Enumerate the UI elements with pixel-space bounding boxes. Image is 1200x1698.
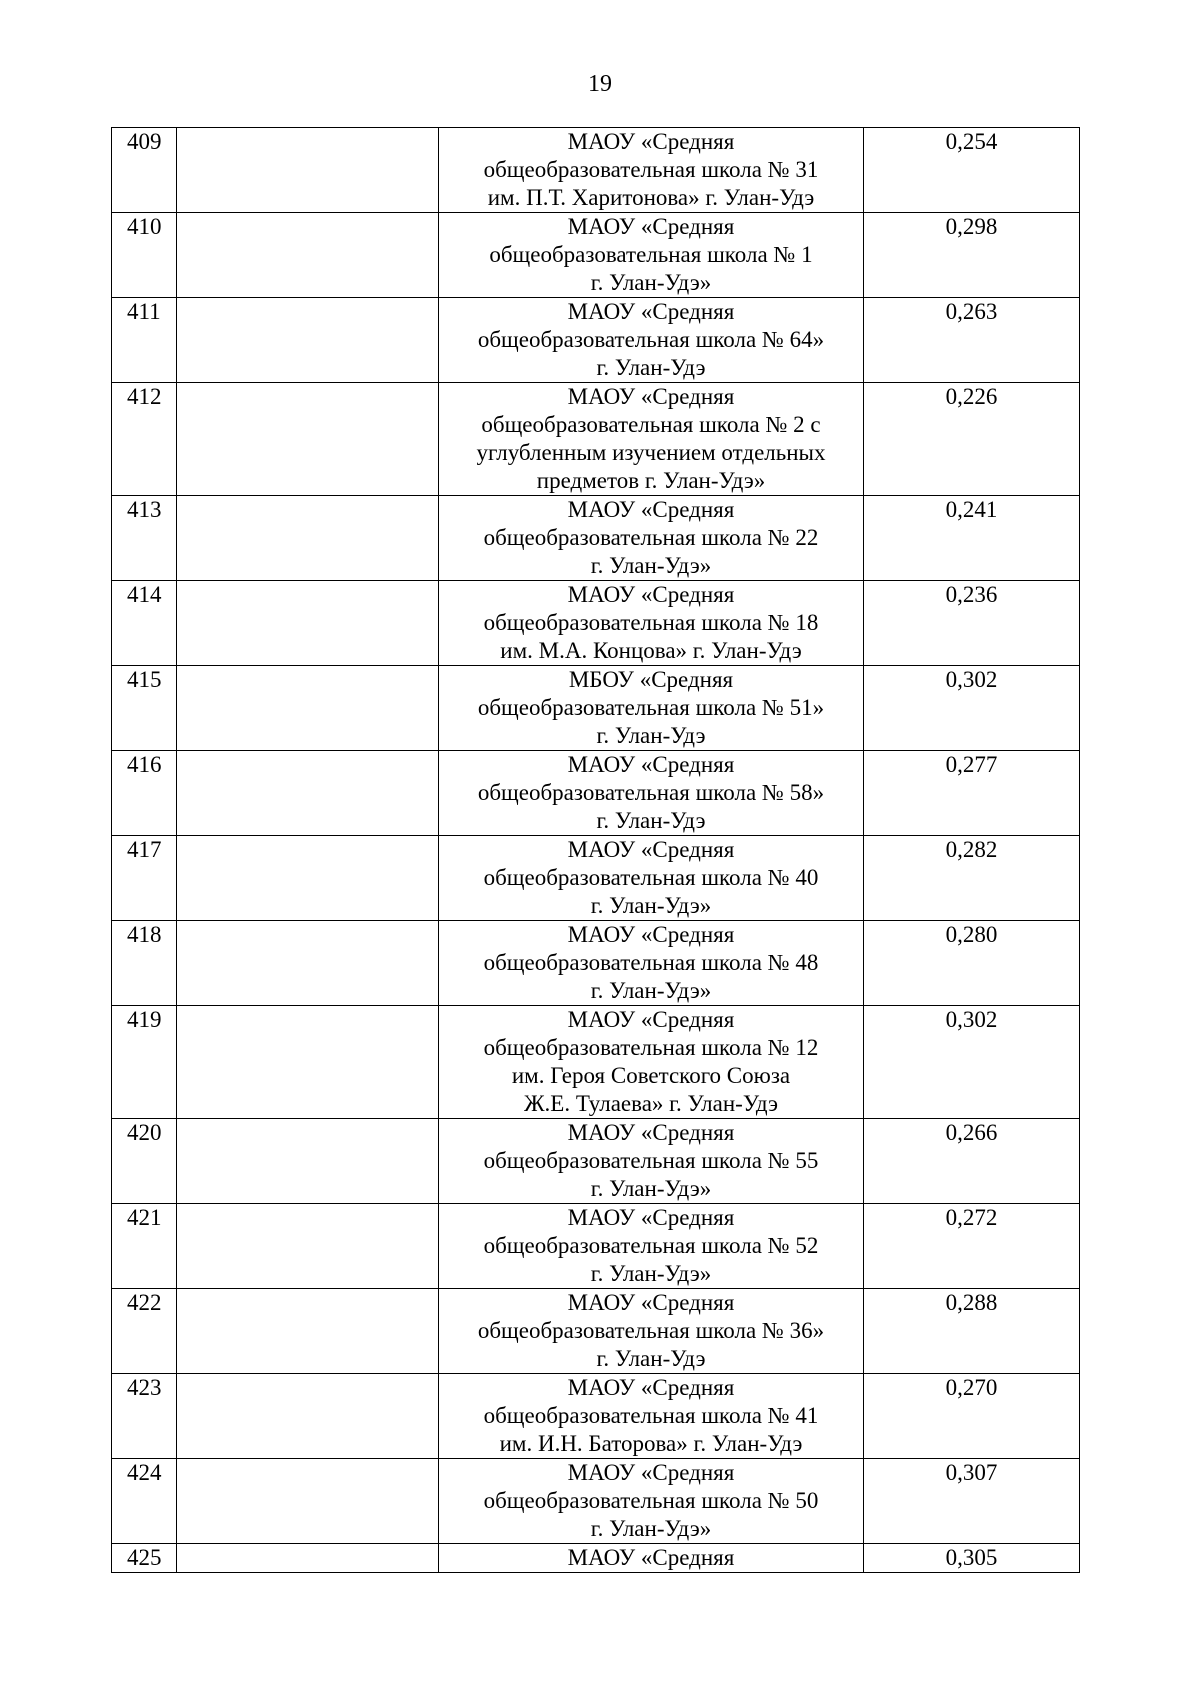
row-value: 0,277 <box>945 752 998 777</box>
row-number: 410 <box>127 214 162 239</box>
table-row <box>112 128 1080 213</box>
row-number-cell <box>112 1006 177 1119</box>
table-row <box>112 1459 1080 1544</box>
school-name-line: МАОУ «Средняя <box>567 214 735 239</box>
school-name-line: г. Улан-Удэ <box>596 355 706 380</box>
table-row <box>112 213 1080 298</box>
school-name-line: общеобразовательная школа № 22 <box>483 525 819 550</box>
school-name-line: МАОУ «Средняя <box>567 1460 735 1485</box>
value-cell <box>864 836 1080 921</box>
table-row <box>112 836 1080 921</box>
empty-cell <box>177 1204 439 1289</box>
value-cell <box>864 213 1080 298</box>
empty-cell <box>177 298 439 383</box>
school-name-line: МАОУ «Средняя <box>567 1007 735 1032</box>
row-value: 0,280 <box>945 922 998 947</box>
row-number-cell <box>112 666 177 751</box>
row-number-cell <box>112 496 177 581</box>
school-name-line: МАОУ «Средняя <box>567 922 735 947</box>
empty-cell <box>177 1544 439 1573</box>
school-name-line: г. Улан-Удэ» <box>590 270 712 295</box>
school-name-line: общеобразовательная школа № 41 <box>483 1403 819 1428</box>
school-name-line: общеобразовательная школа № 48 <box>483 950 819 975</box>
school-name-cell <box>439 1119 864 1204</box>
value-cell <box>864 1459 1080 1544</box>
row-number: 418 <box>127 922 162 947</box>
school-name-line: МАОУ «Средняя <box>567 1375 735 1400</box>
row-number-cell <box>112 1289 177 1374</box>
school-name-line: им. П.Т. Харитонова» г. Улан-Удэ <box>487 185 815 210</box>
value-cell <box>864 496 1080 581</box>
value-cell <box>864 1289 1080 1374</box>
school-name-line: общеобразовательная школа № 64» <box>477 327 825 352</box>
row-value: 0,270 <box>945 1375 998 1400</box>
school-name-line: МАОУ «Средняя <box>567 497 735 522</box>
row-number: 414 <box>127 582 162 607</box>
empty-cell <box>177 666 439 751</box>
row-number-cell <box>112 581 177 666</box>
value-cell <box>864 921 1080 1006</box>
value-cell <box>864 298 1080 383</box>
school-name-line: г. Улан-Удэ» <box>590 1516 712 1541</box>
row-number: 419 <box>127 1007 162 1032</box>
row-number: 415 <box>127 667 162 692</box>
empty-cell <box>177 1119 439 1204</box>
school-name-line: г. Улан-Удэ» <box>590 553 712 578</box>
school-name-line: МАОУ «Средняя <box>567 1290 735 1315</box>
school-name-line: предметов г. Улан-Удэ» <box>536 468 766 493</box>
table-row <box>112 1544 1080 1573</box>
row-number: 417 <box>127 837 162 862</box>
value-cell <box>864 383 1080 496</box>
school-name-cell <box>439 581 864 666</box>
school-name-line: г. Улан-Удэ» <box>590 1261 712 1286</box>
school-name-line: МАОУ «Средняя <box>567 582 735 607</box>
value-cell <box>864 666 1080 751</box>
table-row <box>112 383 1080 496</box>
row-number-cell <box>112 1204 177 1289</box>
empty-cell <box>177 751 439 836</box>
school-name-line: углубленным изучением отдельных <box>476 440 826 465</box>
table-row <box>112 1006 1080 1119</box>
school-name-cell <box>439 1006 864 1119</box>
table-row <box>112 1374 1080 1459</box>
school-name-line: общеобразовательная школа № 55 <box>483 1148 819 1173</box>
value-cell <box>864 1204 1080 1289</box>
row-number-cell <box>112 128 177 213</box>
page-number: 19 <box>588 71 612 97</box>
school-name-cell <box>439 921 864 1006</box>
table-row <box>112 751 1080 836</box>
table-row <box>112 1204 1080 1289</box>
empty-cell <box>177 1459 439 1544</box>
school-name-cell <box>439 1204 864 1289</box>
row-value: 0,298 <box>945 214 998 239</box>
table-row <box>112 921 1080 1006</box>
school-name-cell <box>439 1544 864 1573</box>
school-name-line: им. М.А. Концова» г. Улан-Удэ <box>500 638 802 663</box>
table-row <box>112 298 1080 383</box>
row-value: 0,288 <box>945 1290 998 1315</box>
school-name-line: МАОУ «Средняя <box>567 837 735 862</box>
row-number-cell <box>112 836 177 921</box>
school-name-cell <box>439 298 864 383</box>
row-value: 0,263 <box>945 299 998 324</box>
row-number-cell <box>112 1544 177 1573</box>
row-number-cell <box>112 751 177 836</box>
row-number: 413 <box>127 497 162 522</box>
table-row <box>112 1289 1080 1374</box>
row-value: 0,236 <box>945 582 998 607</box>
row-number-cell <box>112 213 177 298</box>
school-name-cell <box>439 666 864 751</box>
school-name-cell <box>439 1374 864 1459</box>
row-number: 412 <box>127 384 162 409</box>
row-value: 0,302 <box>945 1007 998 1032</box>
school-name-line: общеобразовательная школа № 58» <box>477 780 825 805</box>
table-row <box>112 581 1080 666</box>
row-value: 0,241 <box>945 497 998 522</box>
value-cell <box>864 1374 1080 1459</box>
row-value: 0,307 <box>945 1460 998 1485</box>
school-name-line: общеобразовательная школа № 1 <box>489 242 813 267</box>
schools-table <box>111 127 1080 1573</box>
school-name-line: общеобразовательная школа № 36» <box>477 1318 825 1343</box>
row-value: 0,305 <box>945 1545 998 1570</box>
row-number-cell <box>112 298 177 383</box>
school-name-line: МАОУ «Средняя <box>567 1205 735 1230</box>
school-name-line: МАОУ «Средняя <box>567 129 735 154</box>
school-name-line: МАОУ «Средняя <box>567 1120 735 1145</box>
value-cell <box>864 751 1080 836</box>
row-number: 423 <box>127 1375 162 1400</box>
value-cell <box>864 1544 1080 1573</box>
school-name-line: общеобразовательная школа № 18 <box>483 610 819 635</box>
row-number-cell <box>112 1459 177 1544</box>
empty-cell <box>177 383 439 496</box>
row-number-cell <box>112 921 177 1006</box>
school-name-cell <box>439 213 864 298</box>
school-name-line: МАОУ «Средняя <box>567 752 735 777</box>
value-cell <box>864 1006 1080 1119</box>
school-name-line: МАОУ «Средняя <box>567 384 735 409</box>
value-cell <box>864 1119 1080 1204</box>
school-name-line: общеобразовательная школа № 2 с <box>481 412 821 437</box>
row-number: 421 <box>127 1205 162 1230</box>
school-name-cell <box>439 496 864 581</box>
value-cell <box>864 581 1080 666</box>
school-name-line: МБОУ «Средняя <box>568 667 734 692</box>
row-number-cell <box>112 1119 177 1204</box>
row-number: 422 <box>127 1290 162 1315</box>
row-value: 0,272 <box>945 1205 998 1230</box>
school-name-line: Ж.Е. Тулаева» г. Улан-Удэ <box>523 1091 779 1116</box>
empty-cell <box>177 581 439 666</box>
table-body <box>112 128 1080 1573</box>
row-number-cell <box>112 383 177 496</box>
row-number: 411 <box>127 299 161 324</box>
school-name-line: общеобразовательная школа № 40 <box>483 865 819 890</box>
school-name-line: г. Улан-Удэ» <box>590 1176 712 1201</box>
school-name-cell <box>439 1459 864 1544</box>
school-name-cell <box>439 751 864 836</box>
empty-cell <box>177 1006 439 1119</box>
school-name-line: г. Улан-Удэ» <box>590 978 712 1003</box>
empty-cell <box>177 128 439 213</box>
school-name-cell <box>439 383 864 496</box>
empty-cell <box>177 836 439 921</box>
row-value: 0,282 <box>945 837 998 862</box>
school-name-line: г. Улан-Удэ <box>596 723 706 748</box>
row-value: 0,302 <box>945 667 998 692</box>
school-name-line: им. И.Н. Баторова» г. Улан-Удэ <box>499 1431 803 1456</box>
row-number: 409 <box>127 129 162 154</box>
empty-cell <box>177 921 439 1006</box>
empty-cell <box>177 1374 439 1459</box>
row-value: 0,254 <box>945 129 998 154</box>
school-name-line: общеобразовательная школа № 31 <box>483 157 819 182</box>
school-name-cell <box>439 128 864 213</box>
school-name-cell <box>439 1289 864 1374</box>
school-name-line: им. Героя Советского Союза <box>511 1063 791 1088</box>
school-name-line: МАОУ «Средняя <box>567 1545 735 1570</box>
empty-cell <box>177 496 439 581</box>
school-name-line: общеобразовательная школа № 52 <box>483 1233 819 1258</box>
empty-cell <box>177 1289 439 1374</box>
school-name-line: общеобразовательная школа № 50 <box>483 1488 819 1513</box>
school-name-line: г. Улан-Удэ <box>596 808 706 833</box>
school-name-line: г. Улан-Удэ» <box>590 893 712 918</box>
value-cell <box>864 128 1080 213</box>
school-name-cell <box>439 836 864 921</box>
empty-cell <box>177 213 439 298</box>
school-name-line: МАОУ «Средняя <box>567 299 735 324</box>
table-row <box>112 1119 1080 1204</box>
row-value: 0,266 <box>945 1120 998 1145</box>
school-name-line: общеобразовательная школа № 51» <box>477 695 825 720</box>
row-number: 416 <box>127 752 162 777</box>
school-name-line: общеобразовательная школа № 12 <box>483 1035 819 1060</box>
school-name-line: г. Улан-Удэ <box>596 1346 706 1371</box>
table-row <box>112 666 1080 751</box>
row-number: 425 <box>127 1545 162 1570</box>
table-row <box>112 496 1080 581</box>
row-number: 424 <box>127 1460 162 1485</box>
row-number-cell <box>112 1374 177 1459</box>
row-number: 420 <box>127 1120 162 1145</box>
row-value: 0,226 <box>945 384 998 409</box>
